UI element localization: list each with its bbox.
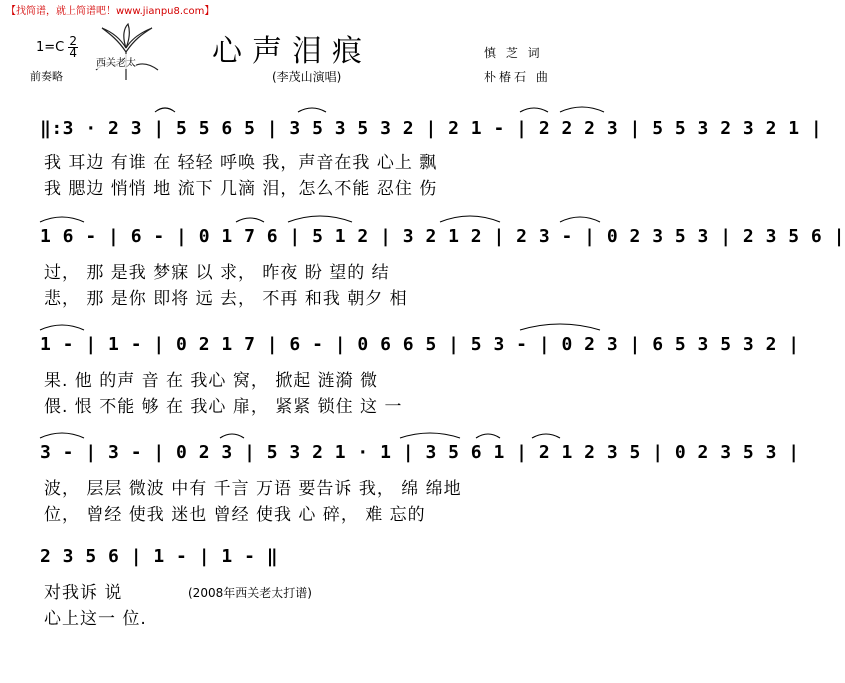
- slur-mark: [40, 325, 84, 330]
- logo-text: 西关老太: [96, 54, 136, 69]
- lyrics-verse2-line-1: 我 腮边 悄悄 地 流下 几滴 泪，怎么不能 忍住 伤: [44, 179, 438, 199]
- intro-note: 前奏略: [30, 70, 63, 83]
- key-prefix: 1=C: [36, 40, 65, 55]
- lyrics-verse2-line-5: 心上这一 位.: [44, 609, 147, 629]
- site-banner: 【找简谱，就上简谱吧！www.jianpu8.com】: [6, 6, 215, 17]
- slur-mark: [476, 434, 500, 438]
- slur-mark: [520, 108, 548, 112]
- slur-mark: [220, 434, 244, 438]
- lyrics-verse1-line-5: 对我诉 说: [44, 583, 123, 603]
- slur-mark: [40, 433, 84, 438]
- lyrics-verse1-line-4: 波， 层层 微波 中有 千言 万语 要告诉 我， 绵 绵地: [44, 479, 462, 499]
- slur-mark: [155, 108, 175, 112]
- slur-mark: [40, 217, 84, 222]
- transcriber-note: (2008年西关老太打谱): [188, 586, 312, 600]
- lyricist-credit: 慎 芝 词: [484, 46, 543, 60]
- notation-line-2: 1 6 - | 6 - | 0 1 7 6 | 5 1 2 | 3 2 1 2 | 2 3 - | 0 2 3 5 3 | 2 3 5 6 |: [40, 226, 845, 247]
- time-denominator: 4: [69, 46, 78, 60]
- notation-line-3: 1 - | 1 - | 0 2 1 7 | 6 - | 0 6 6 5 | 5 3 - | 0 2 3 | 6 5 3 5 3 2 |: [40, 334, 800, 355]
- song-title: 心声泪痕: [212, 34, 372, 69]
- lyrics-verse2-line-4: 位， 曾经 使我 迷也 曾经 使我 心 碎， 难 忘的: [44, 505, 426, 525]
- slur-mark: [236, 218, 264, 222]
- slur-mark: [298, 108, 326, 112]
- notation-line-5: 2 3 5 6 | 1 - | 1 - ‖: [40, 546, 279, 567]
- lyrics-verse2-line-3: 偎. 恨 不能 够 在 我心 扉， 紧紧 锁住 这 一: [44, 397, 403, 417]
- slur-mark: [400, 433, 460, 438]
- notation-line-4: 3 - | 3 - | 0 2 3 | 5 3 2 1 · 1 | 3 5 6 1 | 2 1 2 3 5 | 0 2 3 5 3 |: [40, 442, 800, 463]
- singer-credit: (李茂山演唱): [272, 70, 342, 84]
- slur-mark: [440, 216, 500, 222]
- composer-credit: 朴椿石 曲: [484, 70, 551, 84]
- lyrics-verse2-line-2: 悲， 那 是你 即将 远 去， 不再 和我 朝夕 相: [44, 289, 408, 309]
- slur-mark: [560, 107, 604, 112]
- lyrics-verse1-line-2: 过， 那 是我 梦寐 以 求， 昨夜 盼 望的 结: [44, 263, 390, 283]
- slur-mark: [288, 216, 352, 222]
- lyrics-verse1-line-3: 果. 他 的声 音 在 我心 窝， 掀起 涟漪 微: [44, 371, 379, 391]
- slur-mark: [520, 324, 600, 330]
- notation-line-1: ‖:3 · 2 3 | 5 5 6 5 | 3 5 3 5 3 2 | 2 1 - | 2 2 2 3 | 5 5 3 2 3 2 1 |: [40, 118, 823, 139]
- slur-mark: [532, 434, 560, 438]
- lyrics-verse1-line-1: 我 耳边 有谁 在 轻轻 呼唤 我，声音在我 心上 飘: [44, 153, 438, 173]
- slur-mark: [560, 217, 600, 222]
- time-numerator: 2: [69, 34, 78, 48]
